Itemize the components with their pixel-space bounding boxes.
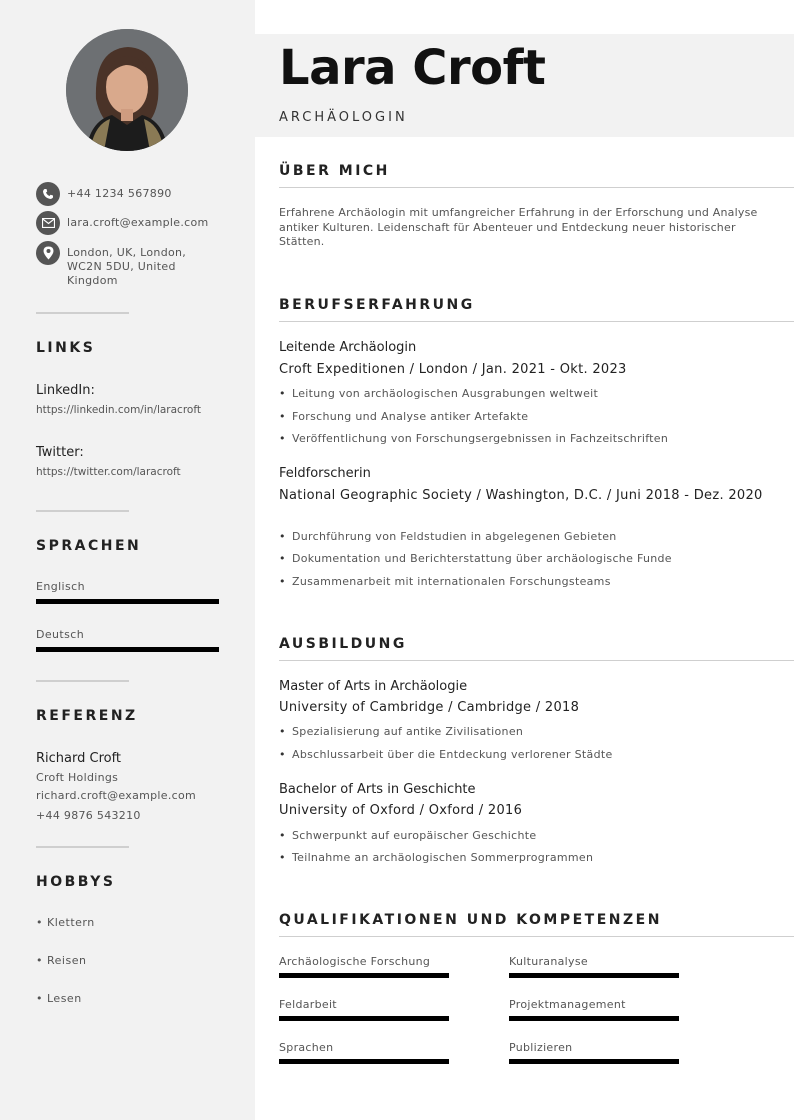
- section-rule: [279, 660, 794, 661]
- bullet-text: Forschung und Analyse antiker Artefakte: [292, 410, 529, 423]
- reference-email: richard.croft@example.com: [36, 789, 197, 802]
- bullet-text: Zusammenarbeit mit internationalen Forschungsteams: [292, 575, 611, 588]
- skill-level-fill: [509, 1059, 679, 1064]
- hobby-item: • Reisen: [36, 954, 87, 967]
- language-level-bar-english: [36, 599, 219, 604]
- skill-level-fill: [509, 1016, 679, 1021]
- twitter-link[interactable]: https://twitter.com/laracroft: [36, 466, 181, 478]
- bullet-text: Dokumentation und Berichterstattung über archäologische Funde: [292, 552, 672, 565]
- contact-email: [36, 211, 212, 235]
- degree-title: Master of Arts in Archäologie: [279, 679, 468, 694]
- reference-phone: +44 9876 543210: [36, 809, 141, 822]
- hobby-item: • Klettern: [36, 916, 95, 929]
- reference-company: Croft Holdings: [36, 771, 119, 784]
- person-name: Lara Croft: [279, 40, 546, 96]
- phone-icon: [36, 182, 60, 206]
- degree-bullet: • Spezialisierung auf antike Zivilisationen: [279, 725, 524, 738]
- reference-name: Richard Croft: [36, 751, 122, 766]
- skills-heading: QUALIFIKATIONEN UND KOMPETENZEN: [279, 912, 662, 928]
- main-content: [255, 0, 794, 1120]
- avatar: [66, 29, 188, 151]
- sidebar: [0, 0, 255, 1120]
- degree-title: Bachelor of Arts in Geschichte: [279, 782, 476, 797]
- hobby-label: Reisen: [47, 954, 87, 967]
- address-text: London, UK, London, WC2N 5DU, United Kingdom: [67, 246, 187, 287]
- skill-label: Projektmanagement: [509, 998, 626, 1011]
- language-level-fill: [36, 599, 219, 604]
- skill-label: Feldarbeit: [279, 998, 337, 1011]
- skill-level-bar: [509, 973, 679, 978]
- degree-bullet: • Abschlussarbeit über die Entdeckung verlorener Städte: [279, 748, 613, 761]
- language-level-fill: [36, 647, 219, 652]
- email-text: lara.croft@example.com: [67, 216, 209, 229]
- degree-bullet: • Teilnahme an archäologischen Sommerprogrammen: [279, 851, 594, 864]
- contact-address: [36, 241, 212, 288]
- bullet-text: Spezialisierung auf antike Zivilisationen: [292, 725, 524, 738]
- job-subtitle: Croft Expeditionen / London / Jan. 2021 - Okt. 2023: [279, 362, 627, 377]
- bullet-text: Veröffentlichung von Forschungsergebnissen in Fachzeitschriften: [292, 432, 669, 445]
- email-icon: [36, 211, 60, 235]
- phone-text: +44 1234 567890: [67, 187, 172, 200]
- skill-level-bar: [509, 1059, 679, 1064]
- location-pin-icon: [36, 241, 60, 265]
- job-subtitle: National Geographic Society / Washington, D.C. / Juni 2018 - Dez. 2020: [279, 488, 763, 503]
- skill-level-fill: [279, 1059, 449, 1064]
- section-rule: [279, 321, 794, 322]
- about-heading: ÜBER MICH: [279, 163, 390, 179]
- skill-level-fill: [279, 973, 449, 978]
- hobby-item: • Lesen: [36, 992, 82, 1005]
- bullet-text: Schwerpunkt auf europäischer Geschichte: [292, 829, 537, 842]
- language-level-bar-german: [36, 647, 219, 652]
- skill-level-fill: [279, 1016, 449, 1021]
- job-bullet: • Forschung und Analyse antiker Artefakte: [279, 410, 529, 423]
- job-bullet: • Zusammenarbeit mit internationalen Forschungsteams: [279, 575, 611, 588]
- language-label-german: Deutsch: [36, 628, 85, 641]
- twitter-label: Twitter:: [36, 445, 84, 460]
- reference-heading: REFERENZ: [36, 708, 138, 724]
- degree-subtitle: University of Oxford / Oxford / 2016: [279, 803, 523, 818]
- skill-label: Sprachen: [279, 1041, 334, 1054]
- name-header: [255, 34, 794, 137]
- contact-phone: [36, 182, 212, 206]
- bullet-text: Abschlussarbeit über die Entdeckung verlorener Städte: [292, 748, 613, 761]
- bullet-text: Teilnahme an archäologischen Sommerprogrammen: [292, 851, 594, 864]
- section-rule: [279, 936, 794, 937]
- skill-label: Publizieren: [509, 1041, 573, 1054]
- skill-level-fill: [509, 973, 679, 978]
- section-rule: [279, 187, 794, 188]
- bullet-text: Durchführung von Feldstudien in abgelegenen Gebieten: [292, 530, 617, 543]
- language-label-english: Englisch: [36, 580, 85, 593]
- hobby-label: Lesen: [47, 992, 82, 1005]
- skill-level-bar: [279, 1059, 449, 1064]
- skill-label: Archäologische Forschung: [279, 955, 431, 968]
- profile-photo: [66, 29, 188, 151]
- skill-level-bar: [279, 973, 449, 978]
- skill-label: Kulturanalyse: [509, 955, 588, 968]
- divider: [36, 680, 129, 682]
- job-bullet: • Veröffentlichung von Forschungsergebnissen in Fachzeitschriften: [279, 432, 669, 445]
- divider: [36, 312, 129, 314]
- linkedin-link[interactable]: https://linkedin.com/in/laracroft: [36, 404, 201, 416]
- languages-heading: SPRACHEN: [36, 538, 142, 554]
- degree-bullet: • Schwerpunkt auf europäischer Geschichte: [279, 829, 537, 842]
- job-bullet: • Leitung von archäologischen Ausgrabungen weltweit: [279, 387, 599, 400]
- links-heading: LINKS: [36, 340, 96, 356]
- linkedin-label: LinkedIn:: [36, 383, 95, 398]
- degree-subtitle: University of Cambridge / Cambridge / 2018: [279, 700, 580, 715]
- education-heading: AUSBILDUNG: [279, 636, 407, 652]
- experience-heading: BERUFSERFAHRUNG: [279, 297, 475, 313]
- divider: [36, 846, 129, 848]
- job-title: Feldforscherin: [279, 466, 371, 481]
- divider: [36, 510, 129, 512]
- hobby-label: Klettern: [47, 916, 95, 929]
- job-bullet: • Durchführung von Feldstudien in abgelegenen Gebieten: [279, 530, 617, 543]
- hobbies-heading: HOBBYS: [36, 874, 116, 890]
- about-text: Erfahrene Archäologin mit umfangreicher Erfahrung in der Erforschung und Analyse antiker Kulturen. Leidenschaft für Abenteuer und Entdeckung neuer historischer Stätten.: [279, 206, 758, 248]
- skill-level-bar: [509, 1016, 679, 1021]
- person-role: ARCHÄOLOGIN: [279, 110, 408, 125]
- job-title: Leitende Archäologin: [279, 340, 417, 355]
- job-bullet: • Dokumentation und Berichterstattung über archäologische Funde: [279, 552, 672, 565]
- skill-level-bar: [279, 1016, 449, 1021]
- bullet-text: Leitung von archäologischen Ausgrabungen weltweit: [292, 387, 599, 400]
